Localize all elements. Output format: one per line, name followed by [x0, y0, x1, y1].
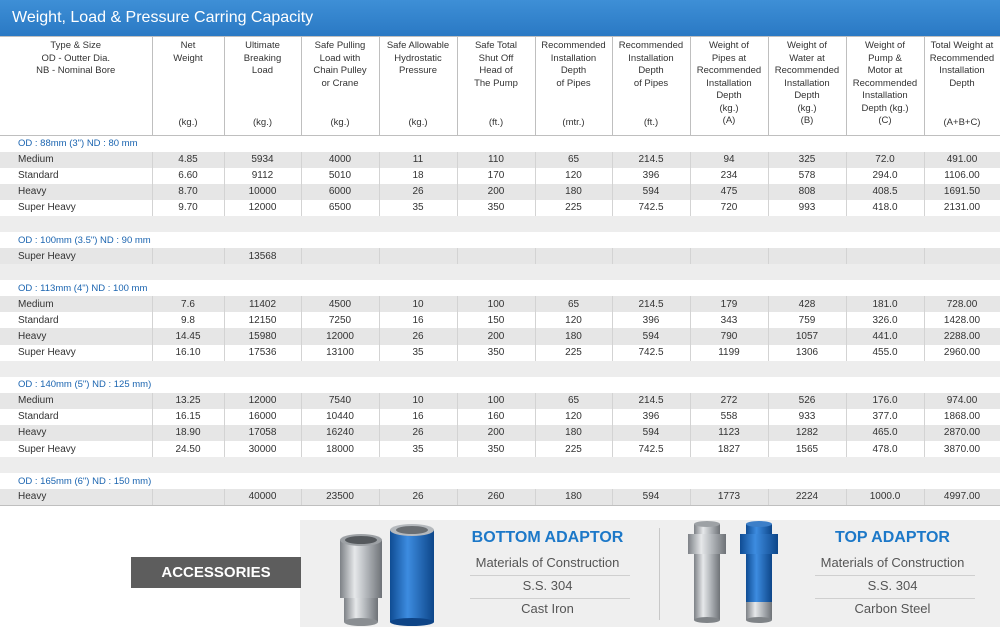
table-cell: 200 [457, 425, 535, 441]
spacer-row [0, 361, 1000, 377]
group-label: OD : 100mm (3.5") ND : 90 mm [0, 232, 1000, 248]
table-cell: 2224 [768, 489, 846, 505]
column-header-line: Type & Size [50, 40, 102, 51]
table-row [0, 168, 1000, 184]
column-header [612, 37, 690, 136]
table-cell: 35 [379, 345, 457, 361]
table-cell: 176.0 [846, 393, 924, 409]
table-cell: 418.0 [846, 200, 924, 216]
row-type-cell: Super Heavy [0, 345, 152, 361]
table-cell: 26 [379, 184, 457, 200]
spacer-row [0, 216, 1000, 232]
group-header-row [0, 232, 1000, 248]
table-cell: 180 [535, 489, 612, 505]
table-cell: 180 [535, 184, 612, 200]
cast-iron-bottom-adaptor-image [390, 524, 434, 626]
table-cell: 396 [612, 312, 690, 328]
column-unit: (ft.) [643, 116, 659, 128]
table-cell: 65 [535, 393, 612, 409]
table-cell: 214.5 [612, 152, 690, 168]
table-cell: 170 [457, 168, 535, 184]
bottom-adaptor-title: BOTTOM ADAPTOR [471, 529, 624, 546]
table-cell: 16.10 [152, 345, 224, 361]
table-cell: 15980 [224, 328, 301, 344]
column-header-line: Safe Pulling [314, 40, 366, 51]
column-header-line: of Pipes [633, 77, 669, 89]
table-cell: 491.00 [924, 152, 1000, 168]
table-cell: 214.5 [612, 393, 690, 409]
column-header-line: Chain Pulley [313, 65, 367, 76]
table-cell: 350 [457, 441, 535, 457]
column-header-line: (B) [800, 115, 814, 126]
table-cell: 180 [535, 328, 612, 344]
table-cell: 742.5 [612, 345, 690, 361]
table-cell [846, 248, 924, 264]
table-cell: 759 [768, 312, 846, 328]
table-cell: 12000 [301, 328, 379, 344]
table-cell: 180 [535, 425, 612, 441]
column-unit: (kg.) [253, 116, 272, 128]
table-cell: 6500 [301, 200, 379, 216]
page-title: Weight, Load & Pressure Carring Capacity [0, 0, 1000, 36]
table-cell: 160 [457, 409, 535, 425]
table-cell: 594 [612, 184, 690, 200]
bottom-adaptor-line-1: Materials of Construction [475, 555, 620, 570]
top-adaptor-title: TOP ADAPTOR [835, 529, 950, 546]
table-cell: 343 [690, 312, 768, 328]
table-cell [535, 248, 612, 264]
table-cell: 72.0 [846, 152, 924, 168]
table-cell: 120 [535, 168, 612, 184]
column-header-line: OD - Outter Dia. [41, 52, 111, 64]
column-header-line: Water at [789, 52, 825, 64]
table-cell: 594 [612, 425, 690, 441]
column-header-line: NB - Nominal Bore [36, 65, 116, 76]
column-header-line: of Pipes [556, 77, 591, 89]
table-cell: 100 [457, 296, 535, 312]
column-header-line: Ultimate [245, 40, 280, 51]
column-header-line: (A) [722, 115, 736, 126]
column-header-line: Depth (kg.) [861, 102, 909, 114]
table-cell: 35 [379, 200, 457, 216]
table-cell: 11402 [224, 296, 301, 312]
column-header-line: Recommended [696, 65, 762, 76]
table-cell: 30000 [224, 441, 301, 457]
table-cell: 35 [379, 441, 457, 457]
table-cell: 408.5 [846, 184, 924, 200]
group-header-row [0, 280, 1000, 296]
column-header-line: Depth [638, 65, 664, 76]
column-header-line: Installation [939, 65, 985, 76]
column-header-line: Recommended [541, 40, 606, 51]
column-header-line: Safe Total [474, 40, 518, 51]
table-cell: 1868.00 [924, 409, 1000, 425]
table-cell: 350 [457, 200, 535, 216]
table-cell: 594 [612, 489, 690, 505]
table-cell: 396 [612, 409, 690, 425]
group-label: OD : 165mm (6") ND : 150 mm) [0, 473, 1000, 489]
top-adaptor-line-3: Carbon Steel [854, 601, 931, 616]
table-cell: 465.0 [846, 425, 924, 441]
column-unit: (ft.) [488, 116, 504, 128]
column-header-line: Shut Off [478, 52, 514, 64]
table-cell [379, 248, 457, 264]
table-cell: 18000 [301, 441, 379, 457]
row-type-cell: Standard [0, 312, 152, 328]
column-header [768, 37, 846, 136]
column-unit: (kg.) [330, 116, 350, 128]
table-cell: 200 [457, 184, 535, 200]
table-cell: 16.15 [152, 409, 224, 425]
column-header [301, 37, 379, 136]
table-cell: 12150 [224, 312, 301, 328]
table-cell: 100 [457, 393, 535, 409]
table-cell: 993 [768, 200, 846, 216]
table-cell: 94 [690, 152, 768, 168]
column-header-line: Pressure [398, 65, 437, 76]
table-cell: 225 [535, 345, 612, 361]
table-cell: 214.5 [612, 296, 690, 312]
table-cell: 40000 [224, 489, 301, 505]
spacer-row [0, 264, 1000, 280]
table-cell [457, 248, 535, 264]
table-row [0, 489, 1000, 505]
table-cell: 10 [379, 296, 457, 312]
table-cell: 24.50 [152, 441, 224, 457]
table-cell [690, 248, 768, 264]
table-cell: 5934 [224, 152, 301, 168]
table-cell: 26 [379, 425, 457, 441]
column-header-line: Weight of [865, 40, 905, 51]
table-cell: 720 [690, 200, 768, 216]
table-cell: 17536 [224, 345, 301, 361]
column-header-line: Weight of [709, 40, 749, 51]
column-unit: (mtr.) [562, 116, 585, 128]
table-cell [152, 489, 224, 505]
table-cell: 1691.50 [924, 184, 1000, 200]
column-header-line: or Crane [321, 77, 359, 89]
table-cell: 12000 [224, 393, 301, 409]
row-type-cell: Heavy [0, 489, 152, 505]
table-cell: 728.00 [924, 296, 1000, 312]
table-cell: 13100 [301, 345, 379, 361]
capacity-table [0, 36, 1000, 506]
table-cell: 578 [768, 168, 846, 184]
column-unit: (A+B+C) [943, 116, 981, 128]
accessory-divider [659, 528, 660, 620]
table-cell: 2960.00 [924, 345, 1000, 361]
column-unit: (kg.) [408, 116, 428, 128]
table-cell: 2131.00 [924, 200, 1000, 216]
top-adaptor-images [680, 518, 790, 627]
table-cell: 1106.00 [924, 168, 1000, 184]
column-header [924, 37, 1000, 136]
table-cell: 1565 [768, 441, 846, 457]
column-header [457, 37, 535, 136]
column-header-line: Pipes at [711, 52, 747, 64]
table-cell: 790 [690, 328, 768, 344]
table-cell: 150 [457, 312, 535, 328]
table-row [0, 345, 1000, 361]
column-header-line: Weight [173, 52, 203, 64]
row-type-cell: Standard [0, 168, 152, 184]
group-header-row [0, 473, 1000, 489]
table-cell: 428 [768, 296, 846, 312]
table-cell: 225 [535, 200, 612, 216]
accessories-label: ACCESSORIES [131, 557, 301, 588]
column-header-line: Depth [794, 90, 820, 101]
table-cell: 1306 [768, 345, 846, 361]
group-label: OD : 88mm (3") ND : 80 mm [0, 136, 1000, 152]
bottom-adaptor-images [330, 520, 440, 627]
column-header-line: Breaking [243, 52, 282, 64]
group-label: OD : 140mm (5") ND : 125 mm) [0, 377, 1000, 393]
row-type-cell: Super Heavy [0, 200, 152, 216]
table-cell: 1282 [768, 425, 846, 441]
table-cell: 808 [768, 184, 846, 200]
row-type-cell: Standard [0, 409, 152, 425]
table-cell: 272 [690, 393, 768, 409]
table-cell: 3870.00 [924, 441, 1000, 457]
table-cell: 1123 [690, 425, 768, 441]
table-cell: 12000 [224, 200, 301, 216]
row-type-cell: Heavy [0, 184, 152, 200]
table-cell: 455.0 [846, 345, 924, 361]
table-cell: 10440 [301, 409, 379, 425]
table-cell: 1827 [690, 441, 768, 457]
table-cell: 260 [457, 489, 535, 505]
column-header-line: Installation [862, 90, 908, 101]
table-cell: 377.0 [846, 409, 924, 425]
table-cell: 23500 [301, 489, 379, 505]
row-type-cell: Super Heavy [0, 441, 152, 457]
column-header-line: (C) [878, 115, 892, 126]
table-row [0, 393, 1000, 409]
column-header [0, 37, 152, 136]
table-header-row [0, 37, 1000, 136]
table-cell [768, 248, 846, 264]
table-cell: 16240 [301, 425, 379, 441]
table-cell [924, 248, 1000, 264]
column-header [846, 37, 924, 136]
table-row [0, 200, 1000, 216]
column-header-line: Installation [628, 52, 674, 64]
top-adaptor-line-2: S.S. 304 [867, 578, 918, 593]
table-cell [301, 248, 379, 264]
table-cell: 1199 [690, 345, 768, 361]
table-cell: 65 [535, 152, 612, 168]
table-cell: 16000 [224, 409, 301, 425]
table-row [0, 152, 1000, 168]
column-header-line: (kg.) [719, 102, 739, 114]
table-cell: 9112 [224, 168, 301, 184]
table-cell: 65 [535, 296, 612, 312]
table-row [0, 328, 1000, 344]
table-cell: 7540 [301, 393, 379, 409]
column-header-line: Depth [949, 77, 975, 89]
column-header-line: Installation [706, 77, 752, 89]
row-type-cell: Heavy [0, 425, 152, 441]
column-unit: (kg.) [178, 116, 198, 128]
table-cell: 594 [612, 328, 690, 344]
table-row [0, 441, 1000, 457]
column-header-line: Head of [479, 65, 513, 76]
table-cell: 110 [457, 152, 535, 168]
table-cell: 179 [690, 296, 768, 312]
table-cell: 1773 [690, 489, 768, 505]
table-cell: 558 [690, 409, 768, 425]
column-header-line: Weight of [787, 40, 827, 51]
table-cell: 200 [457, 328, 535, 344]
table-cell: 9.8 [152, 312, 224, 328]
table-cell: 2288.00 [924, 328, 1000, 344]
table-cell: 18 [379, 168, 457, 184]
top-adaptor-line-1: Materials of Construction [820, 555, 965, 570]
table-cell: 13.25 [152, 393, 224, 409]
table-cell: 7.6 [152, 296, 224, 312]
table-cell: 10 [379, 393, 457, 409]
table-cell: 396 [612, 168, 690, 184]
table-cell: 181.0 [846, 296, 924, 312]
column-header-line: Depth [560, 65, 587, 76]
column-header-line: The Pump [474, 77, 518, 89]
column-header-line: Safe Allowable [386, 40, 450, 51]
table-cell: 1057 [768, 328, 846, 344]
table-row [0, 312, 1000, 328]
column-header-line: Installation [550, 52, 597, 64]
column-header [379, 37, 457, 136]
column-header-line: (kg.) [797, 102, 817, 114]
table-cell: 6.60 [152, 168, 224, 184]
table-cell: 18.90 [152, 425, 224, 441]
column-header-line: Pump & [868, 52, 902, 64]
group-header-row [0, 136, 1000, 152]
row-type-cell: Medium [0, 296, 152, 312]
table-cell: 7250 [301, 312, 379, 328]
table-cell: 16 [379, 409, 457, 425]
table-cell: 13568 [224, 248, 301, 264]
table-cell: 475 [690, 184, 768, 200]
table-cell: 974.00 [924, 393, 1000, 409]
table-cell: 4000 [301, 152, 379, 168]
steel-top-adaptor-image [688, 521, 726, 623]
table-cell: 933 [768, 409, 846, 425]
table-cell: 234 [690, 168, 768, 184]
spacer-row [0, 457, 1000, 473]
table-cell: 120 [535, 312, 612, 328]
column-header [690, 37, 768, 136]
column-header-line: Depth [716, 90, 742, 101]
row-type-cell: Medium [0, 393, 152, 409]
table-cell: 17058 [224, 425, 301, 441]
group-label: OD : 113mm (4") ND : 100 mm [0, 280, 1000, 296]
table-cell: 10000 [224, 184, 301, 200]
table-cell: 325 [768, 152, 846, 168]
table-cell: 26 [379, 328, 457, 344]
table-cell: 5010 [301, 168, 379, 184]
column-header-line: Recommended [774, 65, 840, 76]
table-cell: 6000 [301, 184, 379, 200]
column-header-line: Recommended [618, 40, 684, 51]
table-cell: 1000.0 [846, 489, 924, 505]
table-cell: 4997.00 [924, 489, 1000, 505]
steel-bottom-adaptor-image [340, 534, 382, 626]
table-cell: 478.0 [846, 441, 924, 457]
column-header-line: Recommended [929, 52, 995, 64]
table-cell: 2870.00 [924, 425, 1000, 441]
column-header-line: Hydrostatic [394, 52, 442, 64]
row-type-cell: Medium [0, 152, 152, 168]
group-header-row [0, 377, 1000, 393]
bottom-adaptor-line-2: S.S. 304 [522, 578, 573, 593]
table-cell: 16 [379, 312, 457, 328]
column-header-line: Motor at [867, 65, 903, 76]
table-cell: 441.0 [846, 328, 924, 344]
column-header-line: Installation [784, 77, 830, 89]
table-cell: 326.0 [846, 312, 924, 328]
column-header [224, 37, 301, 136]
table-cell [152, 248, 224, 264]
column-header-line: Load with [319, 52, 361, 64]
carbon-steel-top-adaptor-image [740, 521, 778, 623]
table-row [0, 248, 1000, 264]
column-header [535, 37, 612, 136]
table-cell [612, 248, 690, 264]
row-type-cell: Heavy [0, 328, 152, 344]
column-header-line: Total Weight at [930, 40, 994, 51]
table-row [0, 296, 1000, 312]
table-row [0, 184, 1000, 200]
column-header [152, 37, 224, 136]
table-cell: 742.5 [612, 200, 690, 216]
table-cell: 742.5 [612, 441, 690, 457]
table-cell: 11 [379, 152, 457, 168]
table-cell: 4.85 [152, 152, 224, 168]
bottom-adaptor-line-3: Cast Iron [521, 601, 574, 616]
table-cell: 120 [535, 409, 612, 425]
table-cell: 294.0 [846, 168, 924, 184]
table-cell: 225 [535, 441, 612, 457]
table-row [0, 425, 1000, 441]
table-cell: 14.45 [152, 328, 224, 344]
table-cell: 26 [379, 489, 457, 505]
table-cell: 4500 [301, 296, 379, 312]
column-header-line: Recommended [852, 77, 918, 89]
column-header-line: Load [251, 65, 274, 76]
table-cell: 350 [457, 345, 535, 361]
table-row [0, 409, 1000, 425]
table-cell: 1428.00 [924, 312, 1000, 328]
table-cell: 526 [768, 393, 846, 409]
column-header-line: Net [180, 40, 196, 51]
row-type-cell: Super Heavy [0, 248, 152, 264]
table-cell: 8.70 [152, 184, 224, 200]
table-cell: 9.70 [152, 200, 224, 216]
